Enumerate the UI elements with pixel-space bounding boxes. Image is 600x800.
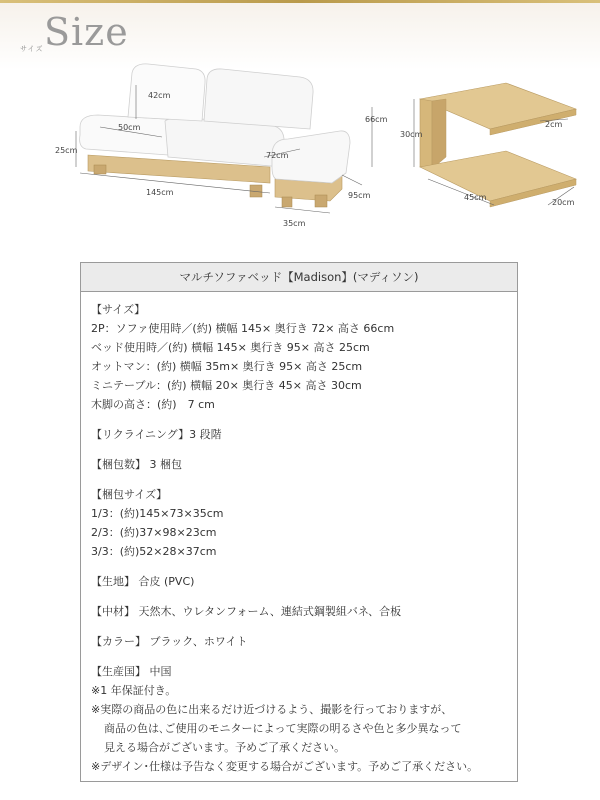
spec-reclining: 【リクライニング】3 段階 — [91, 428, 222, 441]
dim-back-height: 42cm — [148, 91, 171, 100]
spec-material: 【中材】 天然木、ウレタンフォーム、連結式鋼製組バネ、合板 — [91, 605, 402, 618]
dim-seat-height: 25cm — [55, 146, 78, 155]
spec-size-line: オットマン：(約) 横幅 35m× 奥行き 95× 高さ 25cm — [91, 360, 363, 373]
dim-total-height: 66cm — [365, 115, 388, 124]
sofa-back-right — [204, 69, 313, 129]
dim-total-width: 145cm — [146, 188, 174, 197]
spec-body — [81, 292, 517, 776]
spec-size-line: ミニテーブル：(約) 横幅 20× 奥行き 45× 高さ 30cm — [91, 379, 362, 392]
spec-note: 見える場合がございます。予めご了承ください。 — [104, 741, 346, 754]
size-subtitle: サイズ — [20, 45, 44, 53]
spec-package-size: 1/3：(約)145×73×35cm — [91, 507, 224, 520]
dim-table-width: 20cm — [552, 198, 575, 207]
dim-ottoman-width: 35cm — [283, 219, 306, 228]
spec-size-line: ベッド使用時／(約) 横幅 145× 奥行き 95× 高さ 25cm — [91, 341, 370, 354]
spec-table — [80, 262, 518, 782]
dim-table-top: 2cm — [545, 120, 563, 129]
dim-table-height: 30cm — [400, 130, 423, 139]
spec-size-line: 木脚の高さ：(約) 7 cm — [91, 398, 215, 411]
ottoman-leg-front — [282, 197, 292, 207]
product-dimension-illustration — [0, 55, 600, 255]
dim-seat-depth: 50cm — [118, 123, 141, 132]
spec-package-count: 【梱包数】 3 梱包 — [91, 458, 182, 471]
table-back-panel — [432, 99, 446, 169]
spec-size-line: 2P：ソファ使用時／(約) 横幅 145× 奥行き 72× 高さ 66cm — [91, 322, 395, 335]
page-title: Size — [44, 10, 129, 54]
spec-color: 【カラー】 ブラック、ホワイト — [91, 635, 248, 648]
dim-sofa-depth: 72cm — [266, 151, 289, 160]
spec-note: ※1 年保証付き。 — [91, 684, 177, 697]
spec-note: ※デザイン･仕様は予告なく変更する場合がございます。予めご了承ください。 — [91, 760, 479, 773]
spec-size-label: 【サイズ】 — [91, 303, 146, 316]
spec-fabric: 【生地】 合皮 (PVC) — [91, 575, 195, 588]
sofa-leg-left — [94, 165, 106, 174]
spec-title: マルチソファベッド【Madison】(マディソン) — [81, 263, 517, 292]
dim-table-depth: 45cm — [464, 193, 487, 202]
spec-note: ※実際の商品の色に出来るだけ近づけるよう、撮影を行っておりますが、 — [91, 703, 453, 716]
spec-note: 商品の色は､ご使用のモニターによって実際の明るさや色と多少異なって — [104, 722, 462, 735]
spec-package-size: 3/3：(約)52×28×37cm — [91, 545, 217, 558]
spec-origin: 【生産国】 中国 — [91, 665, 172, 678]
ottoman-leg — [315, 195, 327, 207]
sofa-seat-left — [80, 115, 171, 155]
dim-ottoman-depth: 95cm — [348, 191, 371, 200]
top-gold-rule — [0, 0, 600, 3]
spec-package-size-label: 【梱包サイズ】 — [91, 488, 168, 501]
spec-package-size: 2/3：(約)37×98×23cm — [91, 526, 217, 539]
